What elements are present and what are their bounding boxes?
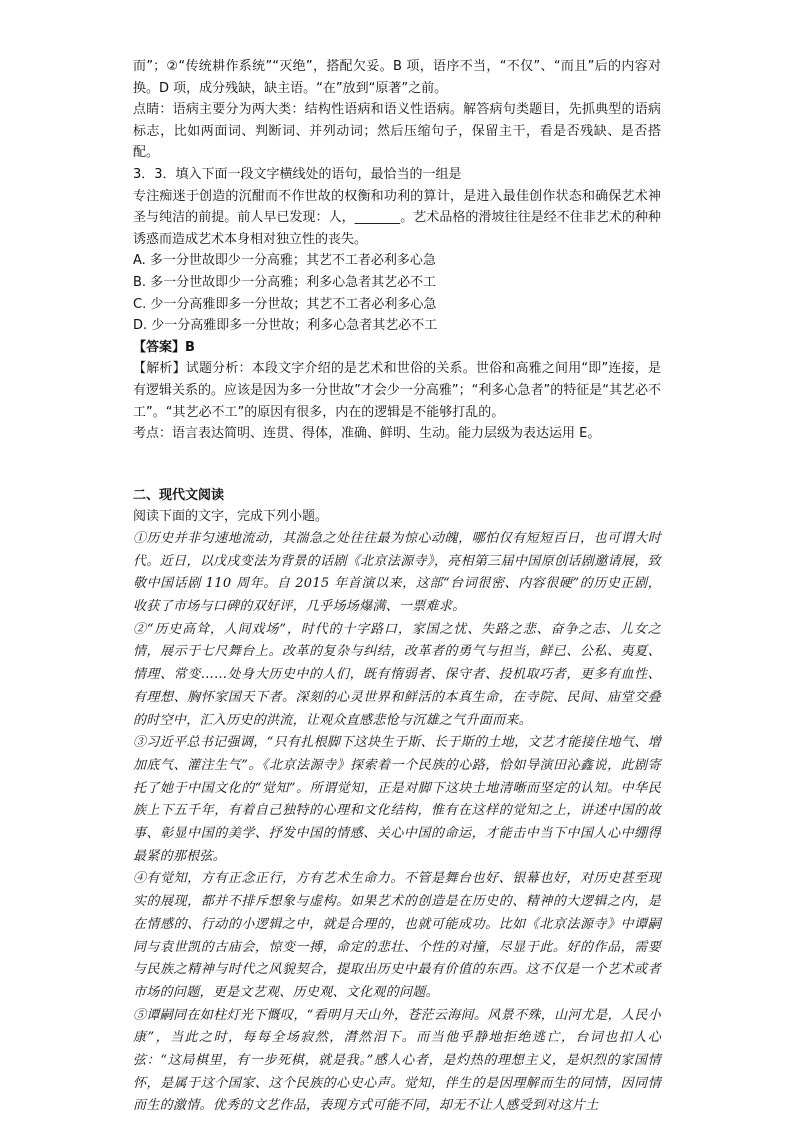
answer-text: 【答案】B xyxy=(133,339,195,355)
passage-paragraph-5: ⑤谭嗣同在如柱灯光下慨叹，“看明月天山外，苍茫云海间。风景不殊，山河尤是，人民小康”，当此之时，每每全场寂然，潸然泪下。而当他乎静地拒绝逃亡，台词也扣人心弦：“这局棋里，有一步死棋，就是我。”感人心者，是灼热的理想主义，是炽烈的家国情怀，是属于这个国家、这个民族的心史心声。觉知，伴生的是因理解而生的同情，因同情而生的激情。优秀的文艺作品，表现方式可能不同，却无不让人感受到对这片土 xyxy=(133,1007,661,1114)
passage-paragraph-3: ③习近平总书记强调，“只有扎根脚下这块生于斯、长于斯的土地，文艺才能接住地气、增加底气、灌注生气”。《北京法源寺》探索着一个民族的心路，恰如导演田沁鑫说，此剧寄托了她于中国文化的“觉知”。所谓觉知，正是对脚下这块土地清晰而坚定的认知。中华民族上下五千年，有着自己独特的心理和文化结构，惟有在这样的觉知之上，讲述中国的故事、彰显中国的美学、抒发中国的情感、关心中国的命运，才能击中当下中国人心中绷得最紧的那根弦。 xyxy=(133,735,661,864)
section-heading: 二、现代文阅读 xyxy=(133,487,225,503)
answer xyxy=(133,337,661,359)
passage-paragraph-4: ④有觉知，方有正念正行，方有艺术生命力。不管是舞台也好、银幕也好，对历史甚至现实的展现，都并不排斥想象与虚构。如果艺术的创造是在历史的、精神的大逻辑之内，是在情感的、行动的小逻辑之中，就是合理的，也就可能成功。比如《北京法源寺》中谭嗣同与袁世凯的古庙会，惊变一搏，命定的悲壮、个性的对撞，尽显于此。好的作品，需要与民族之精神与时代之风貌契合，提取出历史中最有价值的东西。这不仅是一个艺术或者市场的问题，更是文艺观、历史观、文化观的问题。 xyxy=(133,871,661,1000)
text-line: 而”；②“传统耕作系统”“灭绝”，搭配欠妥。B 项，语序不当，“不仅”、“而且”后的内容对换。D 项，成分残缺，缺主语。“在”放到“原著”之前。 xyxy=(133,59,661,96)
reading-intro: 阅读下面的文字，完成下列小题。 xyxy=(133,509,329,525)
option-d: D. 少一分高雅即多一分世故；利多心急者其艺必不工 xyxy=(133,318,438,334)
section-gap xyxy=(133,445,661,485)
kaodian: 考点：语言表达简明、连贯、得体，准确、鲜明、生动。能力层级为表达运用 E。 xyxy=(133,426,601,442)
analysis: 【解析】试题分析：本段文字介绍的是艺术和世俗的关系。世俗和高雅之间用“即”连接，是有逻辑关系的。应该是因为多一分世故”才会少一分高雅”；“利多心急者”的特征是“其艺必不工”。“其艺必不工”的原因有很多，内在的逻辑是不能够打乱的。 xyxy=(133,361,661,420)
passage-paragraph-1: ①历史并非匀速地流动，其湍急之处往往最为惊心动魄，哪怕仅有短短百日，也可谓大时代。近日，以戊戌变法为背景的话剧《北京法源寺》，亮相第三届中国原创话剧邀请展，致敬中国话剧 110 周年。自 2015 年首演以来，这部“台词很密、内容很硬”的历史正剧，收获了市场与口碑的双好评，几乎场场爆满、一票难求。 xyxy=(133,530,661,614)
question-passage: 专注痴迷于创造的沉酣而不作世故的权衡和功利的算计，是进入最佳创作状态和确保艺术神圣与纯洁的前提。前人早已发现：人，_______。艺术品格的滑坡往往是经不住非艺术的种种诱惑而造成艺术本身相对独立性的丧失。 xyxy=(133,188,661,247)
option-b: B. 多一分世故即少一分高雅；利多心急者其艺必不工 xyxy=(133,274,437,290)
question-3: 3．3．填入下面一段文字横线处的语句，最恰当的一组是 xyxy=(133,166,462,182)
reading-passage xyxy=(133,528,661,1118)
option-a: A. 多一分世故即少一分高雅；其艺不工者必利多心急 xyxy=(133,253,436,269)
passage-paragraph-2: ②“历史高耸，人间戏场”，时代的十字路口，家国之忧、失路之悲、奋争之志、儿女之情，展示于七尺舞台上。改革的复杂与纠结，改革者的勇气与担当，鲜已、公私、夷夏、情理、常变……处身大历史中的人们，既有惰弱者、保守者、投机取巧者，更多有血性、有理想、胸怀家国天下者。深刻的心灵世界和鲜活的本真生命，在寺院、民间、庙堂交叠的时空中，汇入历史的洪流，让观众直感悲怆与沉雄之气升面而来。 xyxy=(133,621,661,728)
document-page xyxy=(133,56,661,1118)
dianjing-note: 点睛：语病主要分为两大类：结构性语病和语义性语病。解答病句类题目，先抓典型的语病标志，比如两面词、判断词、并列动词；然后压缩句子，保留主干，看是否残缺、是否搭配。 xyxy=(133,102,661,161)
option-c: C. 少一分高雅即多一分世故；其艺不工者必利多心急 xyxy=(133,296,437,312)
